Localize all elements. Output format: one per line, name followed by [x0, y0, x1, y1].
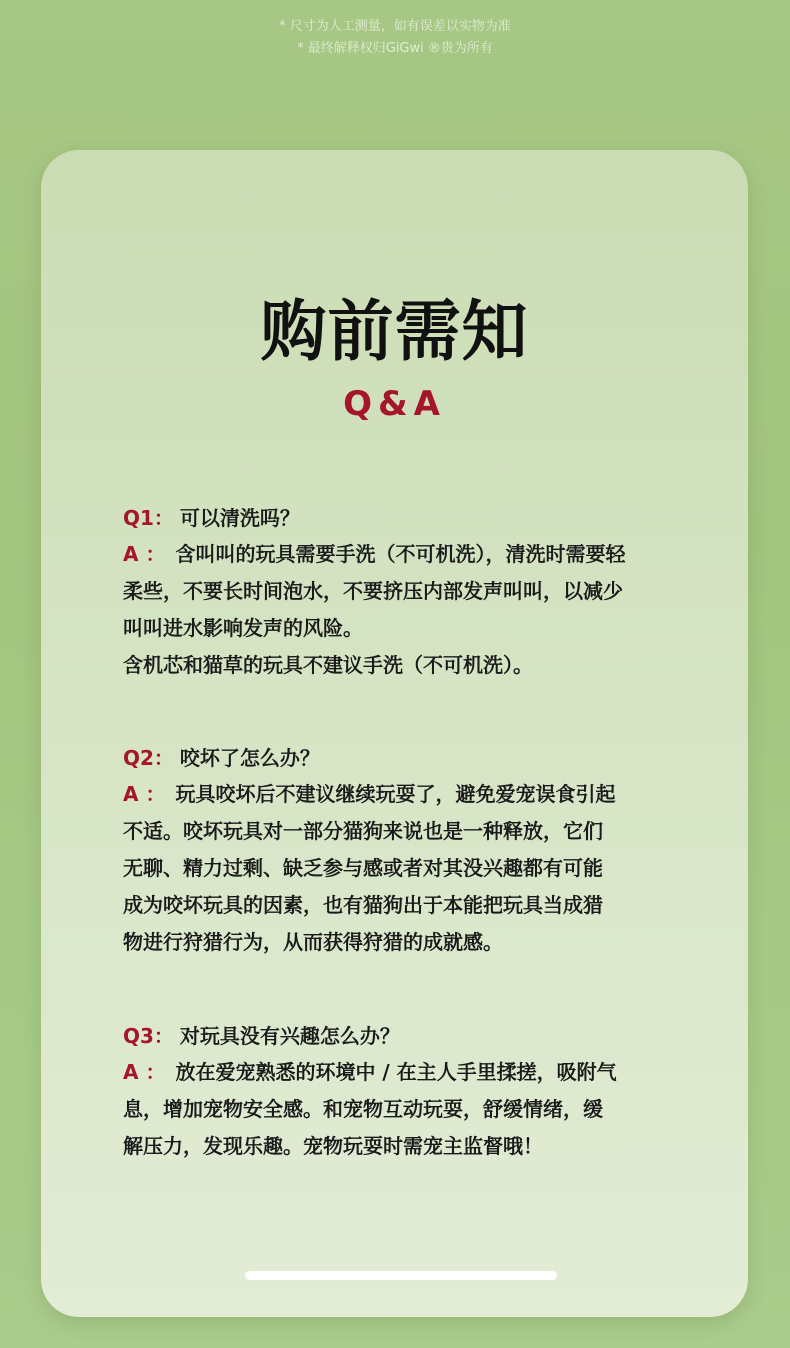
- answer-tag: A ：: [123, 1060, 166, 1084]
- qa-item-3: [123, 1018, 683, 1165]
- answer-line: 无聊、精力过剩、缺乏参与感或者对其没兴趣都有可能: [123, 856, 603, 880]
- question-line: [123, 500, 683, 536]
- answer-line: 成为咬坏玩具的因素，也有猫狗出于本能把玩具当成猎: [123, 893, 603, 917]
- answer-tag: A ：: [123, 542, 166, 566]
- page-subtitle: Q&A: [343, 384, 446, 424]
- answer-line: 含机芯和猫草的玩具不建议手洗（不可机洗）。: [123, 653, 533, 677]
- qa-item-2: [123, 740, 683, 961]
- answer-line: 息，增加宠物安全感。和宠物互动玩耍，舒缓情绪，缓: [123, 1097, 603, 1121]
- answer-line: 柔些，不要长时间泡水，不要挤压内部发声叫叫，以减少: [123, 579, 623, 603]
- answer-line: 解压力，发现乐趣。宠物玩耍时需宠主监督哦！: [123, 1134, 543, 1158]
- disclaimer-notes: [0, 16, 790, 60]
- answer-text: 玩具咬坏后不建议继续玩耍了，避免爱宠误食引起: [175, 782, 616, 806]
- answer-line: 物进行狩猎行为，从而获得狩猎的成就感。: [123, 930, 503, 954]
- home-indicator-bar[interactable]: [245, 1271, 557, 1280]
- question-tag: Q1：: [123, 506, 174, 530]
- answer-line: [123, 536, 683, 573]
- question-tag: Q3：: [123, 1024, 174, 1048]
- answer-line: 叫叫进水影响发声的风险。: [123, 616, 363, 640]
- answer-line: [123, 1054, 683, 1091]
- size-disclaimer: * 尺寸为人工测量，如有误差以实物为准: [279, 19, 511, 34]
- answer-text: 含叫叫的玩具需要手洗（不可机洗），清洗时需要轻: [175, 542, 626, 566]
- answer-tag: A ：: [123, 782, 166, 806]
- qa-item-1: [123, 500, 683, 684]
- question-line: [123, 740, 683, 776]
- question-text: 对玩具没有兴趣怎么办？: [179, 1024, 400, 1048]
- rights-disclaimer: * 最终解释权归GiGwi ®贵为所有: [297, 41, 493, 56]
- page-title: 购前需知: [260, 293, 529, 370]
- faq-card: [41, 150, 748, 1317]
- question-text: 可以清洗吗？: [179, 506, 300, 530]
- answer-text: 放在爱宠熟悉的环境中 / 在主人手里揉搓，吸附气: [175, 1060, 617, 1084]
- question-line: [123, 1018, 683, 1054]
- question-tag: Q2：: [123, 746, 174, 770]
- answer-line: 不适。咬坏玩具对一部分猫狗来说也是一种释放，它们: [123, 819, 603, 843]
- answer-line: [123, 776, 683, 813]
- question-text: 咬坏了怎么办？: [179, 746, 320, 770]
